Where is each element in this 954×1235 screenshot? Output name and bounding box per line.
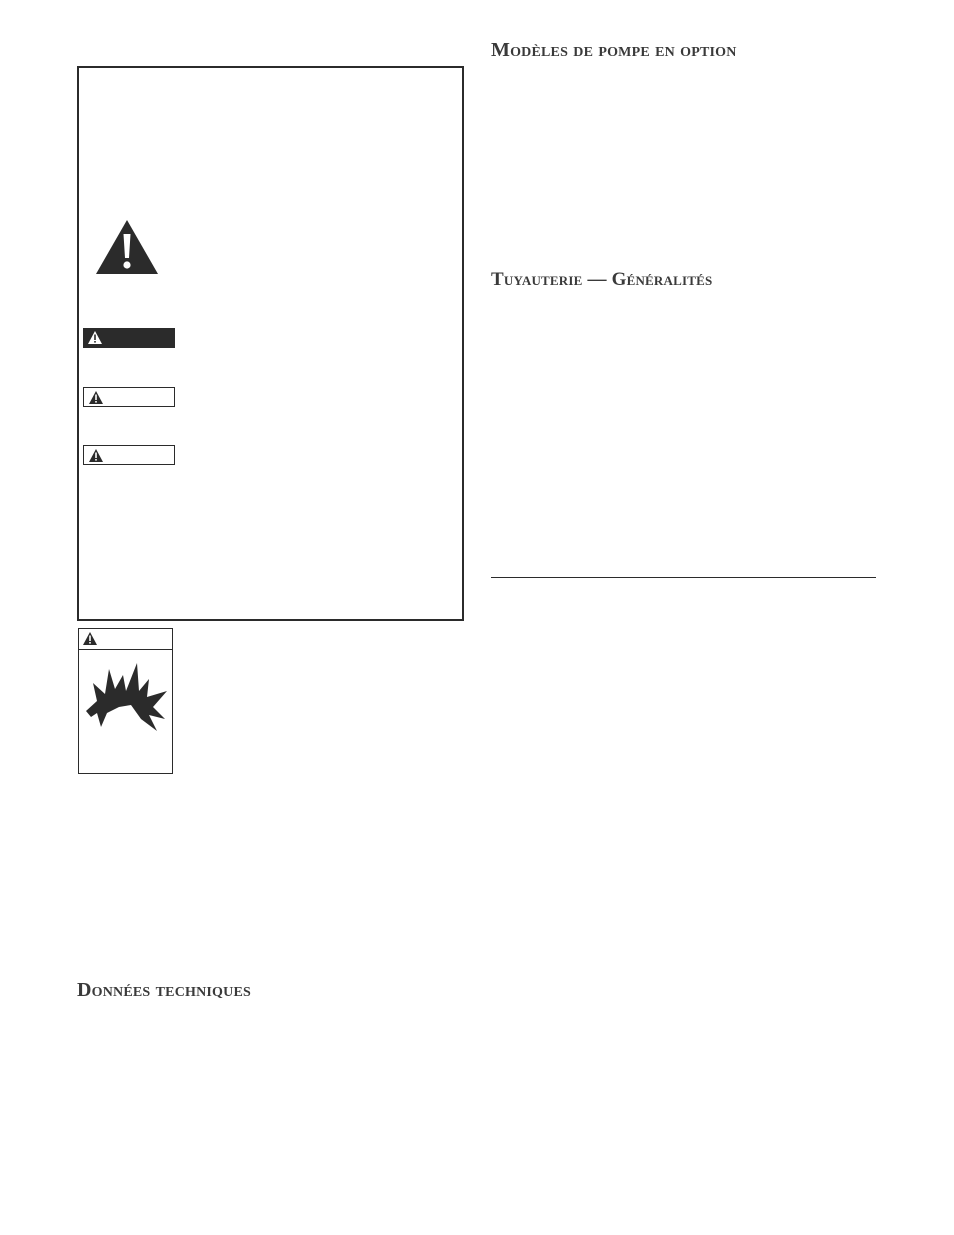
- explosion-hazard-card: [78, 628, 173, 774]
- technical-data-heading: Données techniques: [77, 979, 251, 1001]
- explosion-hazard-icon: [83, 661, 169, 731]
- warning-triangle-icon: [88, 331, 102, 344]
- danger-signal-panel: [83, 328, 175, 348]
- optional-pump-models-heading: Modèles de pompe en option: [491, 39, 737, 61]
- hazard-card-header: [79, 629, 172, 650]
- warning-triangle-icon: [83, 632, 97, 645]
- caution-signal-panel: [83, 445, 175, 465]
- safety-alert-triangle-icon: [96, 220, 158, 274]
- warning-triangle-icon: [89, 449, 103, 462]
- section-divider: [491, 577, 876, 578]
- piping-general-heading: Tuyauterie — Généralités: [491, 269, 713, 290]
- warning-signal-panel: [83, 387, 175, 407]
- warning-triangle-icon: [89, 391, 103, 404]
